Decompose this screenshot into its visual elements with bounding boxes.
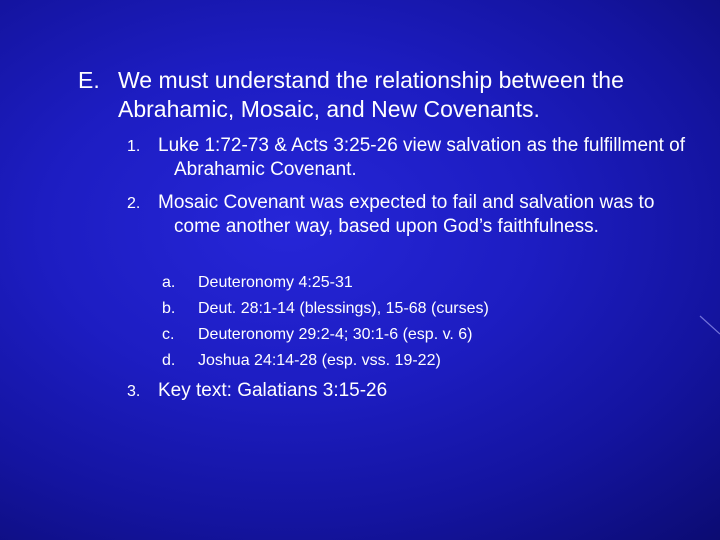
point-text: Mosaic Covenant was expected to fail and salvation was to come another way, based upon God’s faithfulness. xyxy=(158,192,655,237)
heading-marker: E. xyxy=(78,67,100,93)
subpoint-item xyxy=(162,322,582,348)
subpoint-text: Joshua 24:14-28 (esp. vss. 19-22) xyxy=(198,352,441,369)
subpoint-text: Deuteronomy 4:25-31 xyxy=(198,274,353,291)
subpoint-letter: b. xyxy=(162,300,176,317)
point-number: 3. xyxy=(127,383,141,400)
point-number: 1. xyxy=(127,138,141,155)
slide-heading xyxy=(78,66,708,124)
subpoint-text: Deut. 28:1-14 (blessings), 15-68 (curses) xyxy=(198,300,489,317)
subpoint-item xyxy=(162,296,582,322)
heading-text: We must understand the relationship between the Abrahamic, Mosaic, and New Covenants. xyxy=(118,67,624,122)
point-number: 2. xyxy=(127,195,141,212)
point-item-3 xyxy=(127,379,687,403)
subpoint-item xyxy=(162,348,582,374)
point-item-2 xyxy=(127,191,687,239)
point-text: Luke 1:72-73 & Acts 3:25-26 view salvation as the fulfillment of Abrahamic Covenant. xyxy=(158,135,686,180)
point-item-1 xyxy=(127,134,687,182)
subpoint-item xyxy=(162,270,582,296)
subpoint-text: Deuteronomy 29:2-4; 30:1-6 (esp. v. 6) xyxy=(198,326,473,343)
subpoint-letter: a. xyxy=(162,274,176,291)
subpoint-list xyxy=(162,270,582,374)
subpoint-letter: d. xyxy=(162,352,176,369)
subpoint-letter: c. xyxy=(162,326,175,343)
point-text: Key text: Galatians 3:15-26 xyxy=(158,380,388,401)
